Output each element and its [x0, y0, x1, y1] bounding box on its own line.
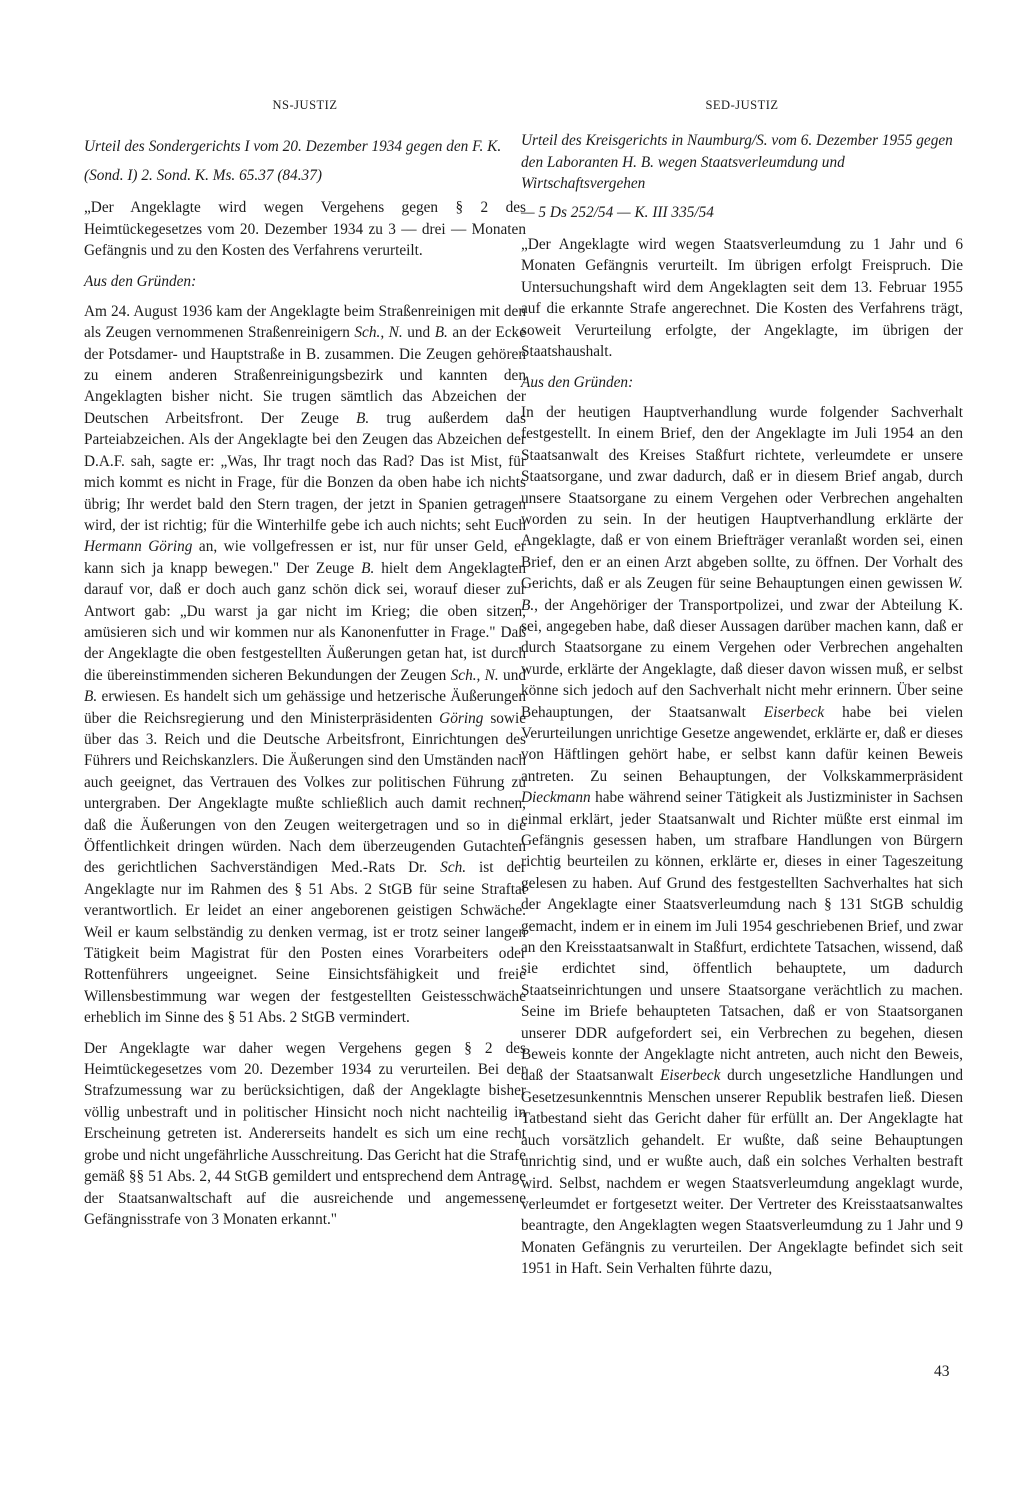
column-header: SED-JUSTIZ [705, 98, 779, 112]
page-number: 43 [934, 1363, 950, 1380]
sentencing-paragraph: Der Angeklagte war daher wegen Vergehens gegen § 2 des Heimtückegesetzes vom 20. Dezember 1934 zu verurteilen. Bei der Strafzumessung war zu berücksichtigen, daß der Angeklagte bisher völlig unbestraft und in politischer Hinsicht noch nicht nachteilig in Erscheinung getreten ist. Andererseits handelt es sich um eine recht grobe und nicht ungefährliche Ausschreitung. Das Gericht hat die Strafe gemäß §§ 51 Abs. 2, 44 StGB gemildert und entsprechend dem Antrage der Staatsanwaltschaft auf die ausreichende und angemessene Gefängnisstrafe von 3 Monaten erkannt." [84, 1039, 526, 1228]
subheading: Aus den Gründen: [521, 374, 634, 392]
judgment-title: Urteil des Kreisgerichts in Naumburg/S. vom 6. Dezember 1955 gegen den Laboranten H. B. wegen Staatsverleumdung und Wirtschaftsvergehen [521, 132, 953, 193]
right-column-sed-justiz [521, 95, 963, 1289]
reasons-paragraph: In der heutigen Hauptverhandlung wurde folgender Sachverhalt festgestellt. In einem Brief, den der Angeklagte im Juli 1954 an den Staatsanwalt des Kreises Staßfurt richtete, verleumdete er unsere Staatsorgane, und zwar dadurch, daß er in diesem Brief angab, durch unsere Staatsorgane zu einem Vergehen oder Verbrechen angehalten worden zu sein. In der heutigen Hauptverhandlung erklärte der Angeklagte, daß er von einem Briefträger veranlaßt worden sei, einen Brief, den er an einen Arzt abgeben sollte, zu öffnen. Der Vorhalt des Gerichts, daß er als Zeugen für seine Behauptungen einen gewissen W. B., der Angehöriger der Transportpolizei, und zwar der Abteilung K. sei, angegeben habe, daß dieser Aussagen darüber machen kann, daß er durch Staatsorgane zu einem Vergehen oder Verbrechen angehalten wurde, erklärte der Angeklagte, daß dieser davon wissen muß, er selbst könne sich jedoch auf den Sachverhalt nicht mehr erinnern. Über seine Behauptungen, der Staatsanwalt Eiserbeck habe bei vielen Verurteilungen unrichtige Gesetze angewendet, erklärte er, daß er dieses von Häftlingen gehört habe, er selbst kann dafür keinen Beweis antreten. Zu seinen Behauptungen, der Volkskammerpräsident Dieckmann habe während seiner Tätigkeit als Justizminister in Sachsen einmal erklärt, jeder Staatsanwalt und Richter müßte erst einmal im Gefängnis gesessen haben, um strafbare Handlungen von Bürgern richtig beurteilen zu können, erklärte er, dieses in einer Tageszeitung gelesen zu haben. Auf Grund des festgestellten Sachverhaltes hat sich der Angeklagte einer Staatsverleumdung nach § 131 StGB schuldig gemacht, indem er in einem im Juli 1954 geschriebenen Brief, und zwar an den Kreisstaatsanwalt in Staßfurt, erdichtete Tatsachen, wissend, daß sie erdichtet sind, öffentlich behauptete, um dadurch Staatseinrichtungen und unsere Staatsorgane verächtlich zu machen. Seine im Briefe behaupteten Tatsachen, daß er von Staatsorganen unserer DDR aufgefordert sei, ein Verbrechen zu begehen, diesen Beweis konnte der Angeklagte nicht antreten, auch nicht den Beweis, daß der Staatsanwalt Eiserbeck durch ungesetzliche Handlungen und Gesetzesunkenntnis Menschen unserer Republik bestrafen ließ. Diesen Tatbestand sieht das Gericht daher für erfüllt an. Der Angeklagte hat auch vorsätzlich gehandelt. Er wußte, daß seine Behauptungen unrichtig sind, und er wußte auch, daß ein solches Verhalten bestraft wird. Selbst, nachdem er wegen Staatsverleumdung angeklagt wurde, verleumdet er fortgesetzt weiter. Der Vertreter des Kreisstaatsanwaltes beantragte, den Angeklagten wegen Staatsverleumdung zu 1 Jahr und 9 Monaten Gefängnis zu verurteilen. Der Angeklagte befindet sich seit 1951 in Haft. Sein Verhalten führte dazu, [521, 403, 963, 1278]
left-column-ns-justiz [84, 95, 526, 1239]
case-reference: (Sond. I) 2. Sond. K. Ms. 65.37 (84.37) [84, 166, 322, 184]
verdict-paragraph: „Der Angeklagte wird wegen Vergehens gegen § 2 des Heimtückegesetzes vom 20. Dezember 1934 zu 3 — drei — Monaten Gefängnis und zu den Kosten des Verfahrens verurteilt. [84, 199, 526, 260]
verdict-paragraph: „Der Angeklagte wird wegen Staatsverleumdung zu 1 Jahr und 6 Monaten Gefängnis verurteilt. Im übrigen erfolgt Freispruch. Die Untersuchungshaft wird dem Angeklagten seit dem 13. Februar 1955 auf die erkannte Strafe angerechnet. Die Kosten des Verfahrens trägt, soweit Verurteilung erfolgte, der Angeklagte, im übrigen der Staatshaushalt. [521, 236, 963, 361]
reasons-paragraph: Am 24. August 1936 kam der Angeklagte beim Straßenreinigen mit den als Zeugen vernommenen Straßenreinigern Sch., N. und B. an der Ecke der Potsdamer- und Hauptstraße in B. zusammen. Die Zeugen gehören zu einem anderen Straßenreinigungsbezirk und kannten den Angeklagten bisher nicht. Sie trugen sämtlich das Abzeichen der Deutschen Arbeitsfront. Der Zeuge B. trug außerdem das Parteiabzeichen. Als der Angeklagte bei den Zeugen das Abzeichen der D.A.F. sah, sagte er: „Was, Ihr tragt noch das Rad? Das ist Mist, für mich kommt es nicht in Frage, für die Bonzen da oben habe ich nichts übrig; Ihr werdet bald den Stern tragen, der jetzt in Spanien getragen wird, der ist richtig; für die Winterhilfe gebe ich auch nichts; seht Euch Hermann Göring an, wie vollgefressen er ist, nur für unser Geld, er kann sich ja knapp bewegen." Der Zeuge B. hielt dem Angeklagten darauf vor, daß er doch auch ganz schön dick sei, worauf dieser zur Antwort gab: „Du warst ja gar nicht im Krieg; die oben sitzen, amüsieren sich und wir kommen nur als Kanonenfutter in Frage." Daß der Angeklagte die oben festgestellten Äußerungen getan hat, ist durch die übereinstimmenden sicheren Bekundungen der Zeugen Sch., N. und B. erwiesen. Es handelt sich um gehässige und hetzerische Äußerungen über die Reichsregierung und den Ministerpräsidenten Göring sowie über das 3. Reich und die Deutsche Arbeitsfront, Einrichtungen des Führers und Reichskanzlers. Die Äußerungen sind den Umständen nach auch geeignet, das Vertrauen des Volkes zur politischen Führung zu untergraben. Der Angeklagte mußte schließlich auch damit rechnen, daß die Äußerungen von den Zeugen weitergetragen und so in die Öffentlichkeit dringen würden. Nach dem überzeugenden Gutachten des gerichtlichen Sachverständigen Med.-Rats Dr. Sch. ist der Angeklagte nur im Rahmen des § 51 Abs. 2 StGB für seine Straftat verantwortlich. Er leidet an einer angeborenen geistigen Schwäche. Weil er kaum selbständig zu denken vermag, ist er trotz seiner langen Tätigkeit beim Magistrat für den Posten eines Vorarbeiters oder Rottenführers ungeeignet. Seine Einsichtsfähigkeit und freie Willensbestimmung war wegen der festgestellten Geistesschwäche erheblich im Sinne des § 51 Abs. 2 StGB vermindert. [84, 302, 527, 1027]
subheading: Aus den Gründen: [84, 273, 197, 291]
case-reference: — 5 Ds 252/54 — K. III 335/54 [521, 203, 714, 221]
judgment-title: Urteil des Sondergerichts I vom 20. Dezember 1934 gegen den F. K. [84, 138, 502, 156]
column-header: NS-JUSTIZ [272, 98, 338, 112]
